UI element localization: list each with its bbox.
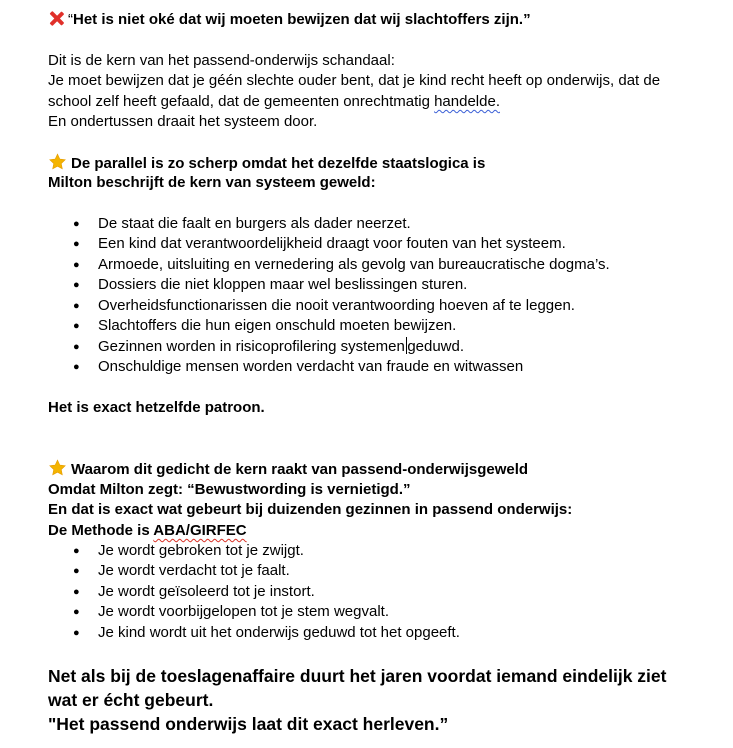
bullet: ● [73,320,80,332]
list-item-text: Je wordt geïsoleerd tot je instort. [98,583,315,600]
list-item [0,623,733,643]
list-item [0,255,733,275]
star-icon [48,153,67,171]
closing-line-3: "Het passend onderwijs laat dit exact herleven.” [48,714,449,734]
list-item-text: Een kind dat verantwoordelijkheid draagt voor fouten van het systeem. [98,235,566,252]
bullet: ● [73,565,80,577]
list-item-text: Dossiers die niet kloppen maar wel beslissingen sturen. [98,276,468,293]
list-item [0,337,733,357]
parallel-title [48,153,485,174]
list-item-text: De staat die faalt en burgers als dader neerzet. [98,215,411,232]
list-item [0,541,733,561]
list-item-text-part: Gezinnen worden in risicoprofilering systemen [98,338,405,355]
bullet: ● [73,218,80,230]
bullet: ● [73,300,80,312]
bullet: ● [73,627,80,639]
list-item-text-tail: geduwd. [407,338,465,355]
list-item [0,234,733,254]
spelling-flag-handelde: handelde. [434,93,500,110]
list-item-text: Armoede, uitsluiting en vernedering als gevolg van bureaucratische dogma’s. [98,256,610,273]
poem-line-3: En dat is exact wat gebeurt bij duizenden gezinnen in passend onderwijs: [48,501,573,518]
parallel-subtitle: Milton beschrijft de kern van systeem geweld: [48,174,376,191]
list-item [0,275,733,295]
list-item-text: Slachtoffers die hun eigen onschuld moeten bewijzen. [98,317,457,334]
poem-line-4-text: De Methode is [48,522,154,539]
cross-mark-icon [48,10,65,27]
list-item [0,582,733,602]
list-item [0,316,733,336]
bullet: ● [73,361,80,373]
bullet: ● [73,606,80,618]
parallel-conclusion: Het is exact hetzelfde patroon. [48,399,265,416]
intro-line-2: Je moet bewijzen dat je géén slechte ouder bent, dat je kind recht heeft op onderwijs, dat de [48,72,661,89]
poem-line-4 [48,521,247,541]
list-item-text: Je kind wordt uit het onderwijs geduwd tot het opgeeft. [98,624,460,641]
poem-title [48,459,528,480]
bullet: ● [73,279,80,291]
intro-line-1: Dit is de kern van het passend-onderwijs schandaal: [48,52,395,69]
heading-line [48,10,531,30]
list-item [0,296,733,316]
list-item-text: Je wordt verdacht tot je faalt. [98,562,290,579]
list-item-text [98,337,464,357]
list-item [0,561,733,581]
bullet: ● [73,545,80,557]
poem-line-2: Omdat Milton zegt: “Bewustwording is vernietigd.” [48,481,411,498]
poem-title-text: Waarom dit gedicht de kern raakt van passend-onderwijsgeweld [71,461,529,478]
list-item-text: Je wordt gebroken tot je zwijgt. [98,542,304,559]
bullet: ● [73,586,80,598]
intro-line-4: En ondertussen draait het systeem door. [48,113,318,130]
list-item [0,214,733,234]
list-item [0,357,733,377]
parallel-title-text: De parallel is zo scherp omdat het dezelfde staatslogica is [71,155,486,172]
list-item-text: Je wordt voorbijgelopen tot je stem wegvalt. [98,603,389,620]
star-icon [48,459,67,477]
intro-line-3-text: school zelf heeft gefaald, dat de gemeenten onrechtmatig [48,93,435,110]
intro-line-3 [48,92,500,112]
bullet: ● [73,238,80,250]
heading-text: Het is niet oké dat wij moeten bewijzen dat wij slachtoffers zijn.” [73,11,531,28]
bullet: ● [73,259,80,271]
list-item-text: Onschuldige mensen worden verdacht van fraude en witwassen [98,358,524,375]
bullet: ● [73,341,80,353]
closing-line-2: wat er écht gebeurt. [48,690,214,710]
closing-line-1: Net als bij de toeslagenaffaire duurt het jaren voordat iemand eindelijk ziet [48,666,667,686]
list-item-text: Overheidsfunctionarissen die nooit verantwoording hoeven af te leggen. [98,297,575,314]
heading-open-quote: “ [68,11,73,28]
list-item [0,602,733,622]
spelling-flag-aba-girfec: ABA/GIRFEC [153,522,247,539]
